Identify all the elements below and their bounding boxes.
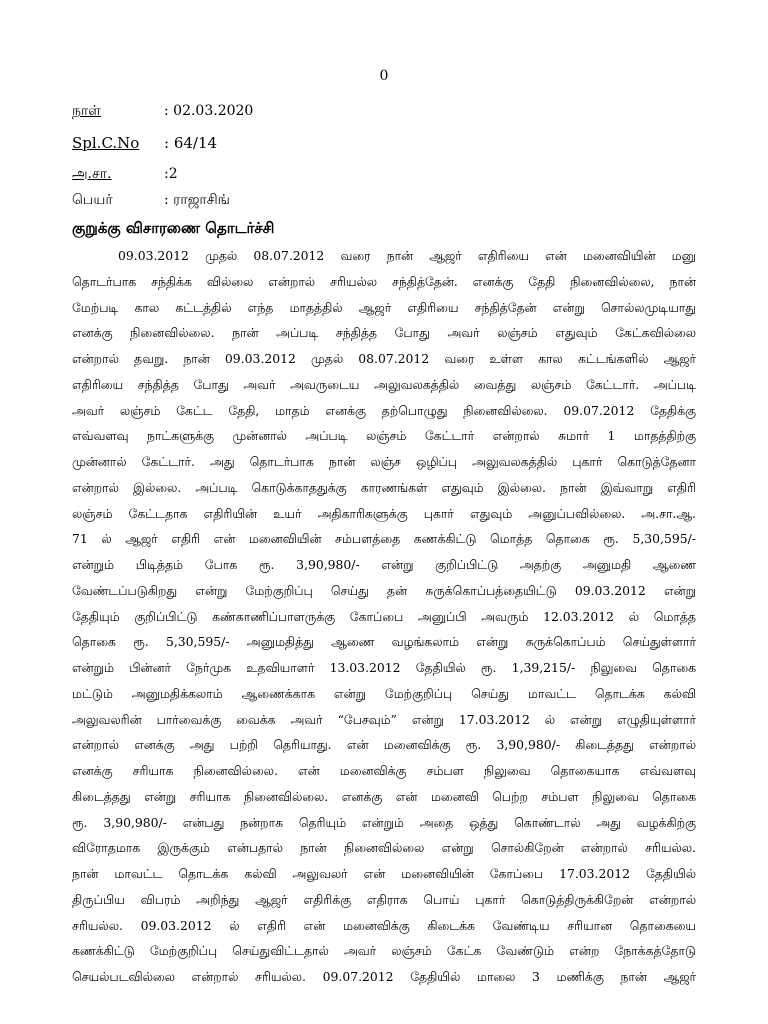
body-line: மேற்படி கால கட்டத்தில் எந்த மாதத்தில் ஆஜர் எதிரியை சந்தித்தேன் என்று சொல்லமுடியாது <box>72 299 696 315</box>
body-line: தொடர்பாக சந்திக்க வில்லை என்றால் சரியல்ல சந்தித்தேன். எனக்கு தேதி நினைவில்லை, நான் <box>72 273 696 289</box>
body-line: 71 ல் ஆஜர் எதிரி என் மனைவியின் சம்பளத்தை கணக்கிட்டு மொத்த தொகை ரூ. 5,30,595/- <box>72 531 696 547</box>
meta-label-case-number: Spl.C.No <box>72 134 140 152</box>
body-line: எவ்வளவு நாட்களுக்கு முன்னால் அப்படி லஞ்சம் கேட்டார் என்றால் சுமார் 1 மாதத்திற்கு <box>72 428 696 444</box>
body-line: எனக்கு நினைவில்லை. நான் அப்படி சந்தித்த போது அவர் லஞ்சம் எதுவும் கேட்கவில்லை <box>72 325 696 341</box>
meta-row-name <box>72 190 230 210</box>
body-line: என்றால் இல்லை. அப்படி கொடுக்காததுக்கு காரணங்கள் எதுவும் இல்லை. நான் இவ்வாறு எதிரி <box>72 479 696 495</box>
section-heading: குறுக்கு விசாரணை தொடர்ச்சி <box>72 219 275 237</box>
body-line: அலுவலரின் பார்வைக்கு வைக்க அவர் “பேசவும்” என்று 17.03.2012 ல் என்று எழுதியுள்ளார் <box>72 711 696 727</box>
body-line: சரியல்ல. 09.03.2012 ல் எதிரி என் மனைவிக்கு கிடைக்க வேண்டிய சரியான தொகையை <box>72 917 696 933</box>
body-line: தேதியும் குறிப்பிட்டு கண்காணிப்பாளருக்கு கோப்பை அனுப்பி அவரும் 12.03.2012 ல் மொத்த <box>72 608 696 624</box>
body-line: என்றால் தவறு. நான் 09.03.2012 முதல் 08.07.2012 வரை உள்ள கால கட்டங்களில் ஆஜர் <box>72 351 696 366</box>
body-line: மட்டும் அனுமதிக்கலாம் ஆணைக்காக என்று மேற்குறிப்பு செய்து மாவட்ட தொடக்க கல்வி <box>72 685 696 701</box>
meta-row-case-number <box>72 133 217 153</box>
testimony-body <box>72 243 696 990</box>
meta-value-case-number: : 64/14 <box>164 134 218 152</box>
body-line: அவர் லஞ்சம் கேட்ட தேதி, மாதம் எனக்கு தற்பொழுது நினைவில்லை. 09.07.2012 தேதிக்கு <box>72 402 696 418</box>
meta-value-date: : 02.03.2020 <box>164 103 254 119</box>
page-number: 0 <box>379 68 389 84</box>
meta-row-witness <box>72 164 178 184</box>
body-line: என்றும் பிடித்தம் போக ரூ. 3,90,980/- என்று குறிப்பிட்டு அதற்கு அனுமதி ஆணை <box>72 557 696 572</box>
body-line: நான் மாவட்ட தொடக்க கல்வி அலுவலர் என் மனைவியின் கோப்பை 17.03.2012 தேதியில் <box>72 866 696 881</box>
meta-row-date <box>72 101 253 121</box>
body-line: கிடைத்தது என்று சரியாக நினைவில்லை. எனக்கு என் மனைவி பெற்ற சம்பள நிலுவை தொகை <box>72 788 696 804</box>
meta-label-date: நாள் <box>72 103 101 119</box>
meta-label-witness: அ.சா. <box>72 166 112 182</box>
body-line: முன்னால் கேட்டார். அது தொடர்பாக நான் லஞ்ச ஒழிப்பு அலுவலகத்தில் புகார் கொடுத்தேனா <box>72 454 696 469</box>
body-line: கணக்கிட்டு மேற்குறிப்பு செய்துவிட்டதால் அவர் லஞ்சம் கேட்க வேண்டும் என்ற நோக்கத்தோடு <box>72 943 696 959</box>
body-line: எதிரியை சந்தித்த போது அவர் அவருடைய அலுவலகத்தில் வைத்து லஞ்சம் கேட்டார். அப்படி <box>72 376 696 392</box>
body-line: ரூ. 3,90,980/- என்பது நன்றாக தெரியும் என்றும் அதை ஒத்து கொண்டால் அது வழக்கிற்கு <box>72 814 696 830</box>
body-line: செயல்படவில்லை என்றால் சரியல்ல. 09.07.2012 தேதியில் மாலை 3 மணிக்கு நான் ஆஜர் <box>72 969 696 984</box>
body-line: எனக்கு சரியாக நினைவில்லை. என் மனைவிக்கு சம்பள நிலுவை தொகையாக எவ்வளவு <box>72 763 696 778</box>
body-line: லஞ்சம் கேட்டதாக எதிரியின் உயர் அதிகாரிகளுக்கு புகார் எதுவும் அனுப்பவில்லை. அ.சா.ஆ. <box>72 505 696 521</box>
body-line: வேண்டப்படுகிறது என்று மேற்குறிப்பு செய்து தன் சுருக்கொப்பத்தையிட்டு 09.03.2012 என்று <box>72 582 696 598</box>
meta-value-name: : ராஜாசிங் <box>164 192 230 208</box>
meta-value-witness: :2 <box>164 166 178 182</box>
body-line: 09.03.2012 முதல் 08.07.2012 வரை நான் ஆஜர் எதிரியை என் மனைவியின் மனு <box>118 248 696 263</box>
meta-label-name: பெயர் <box>72 192 113 208</box>
body-line: என்றால் எனக்கு அது பற்றி தெரியாது. என் மனைவிக்கு ரூ. 3,90,980/- கிடைத்தது என்றால் <box>72 737 696 753</box>
body-line: என்றும் பின்னர் நேர்முக உதவியாளர் 13.03.2012 தேதியில் ரூ. 1,39,215/- நிலுவை தொகை <box>72 660 696 675</box>
body-line: விரோதமாக இருக்கும் என்பதால் நான் நினைவில்லை என்று சொல்கிறேன் என்றால் சரியல்ல. <box>72 840 696 856</box>
body-line: தொகை ரூ. 5,30,595/- அனுமதித்து ஆணை வழங்கலாம் என்று சுருக்கொப்பம் செய்துள்ளார் <box>72 634 696 650</box>
body-line: திருப்பிய விபரம் அறிந்து ஆஜர் எதிரிக்கு எதிராக பொய் புகார் கொடுத்திருக்கிறேன் என்றால் <box>72 891 696 907</box>
